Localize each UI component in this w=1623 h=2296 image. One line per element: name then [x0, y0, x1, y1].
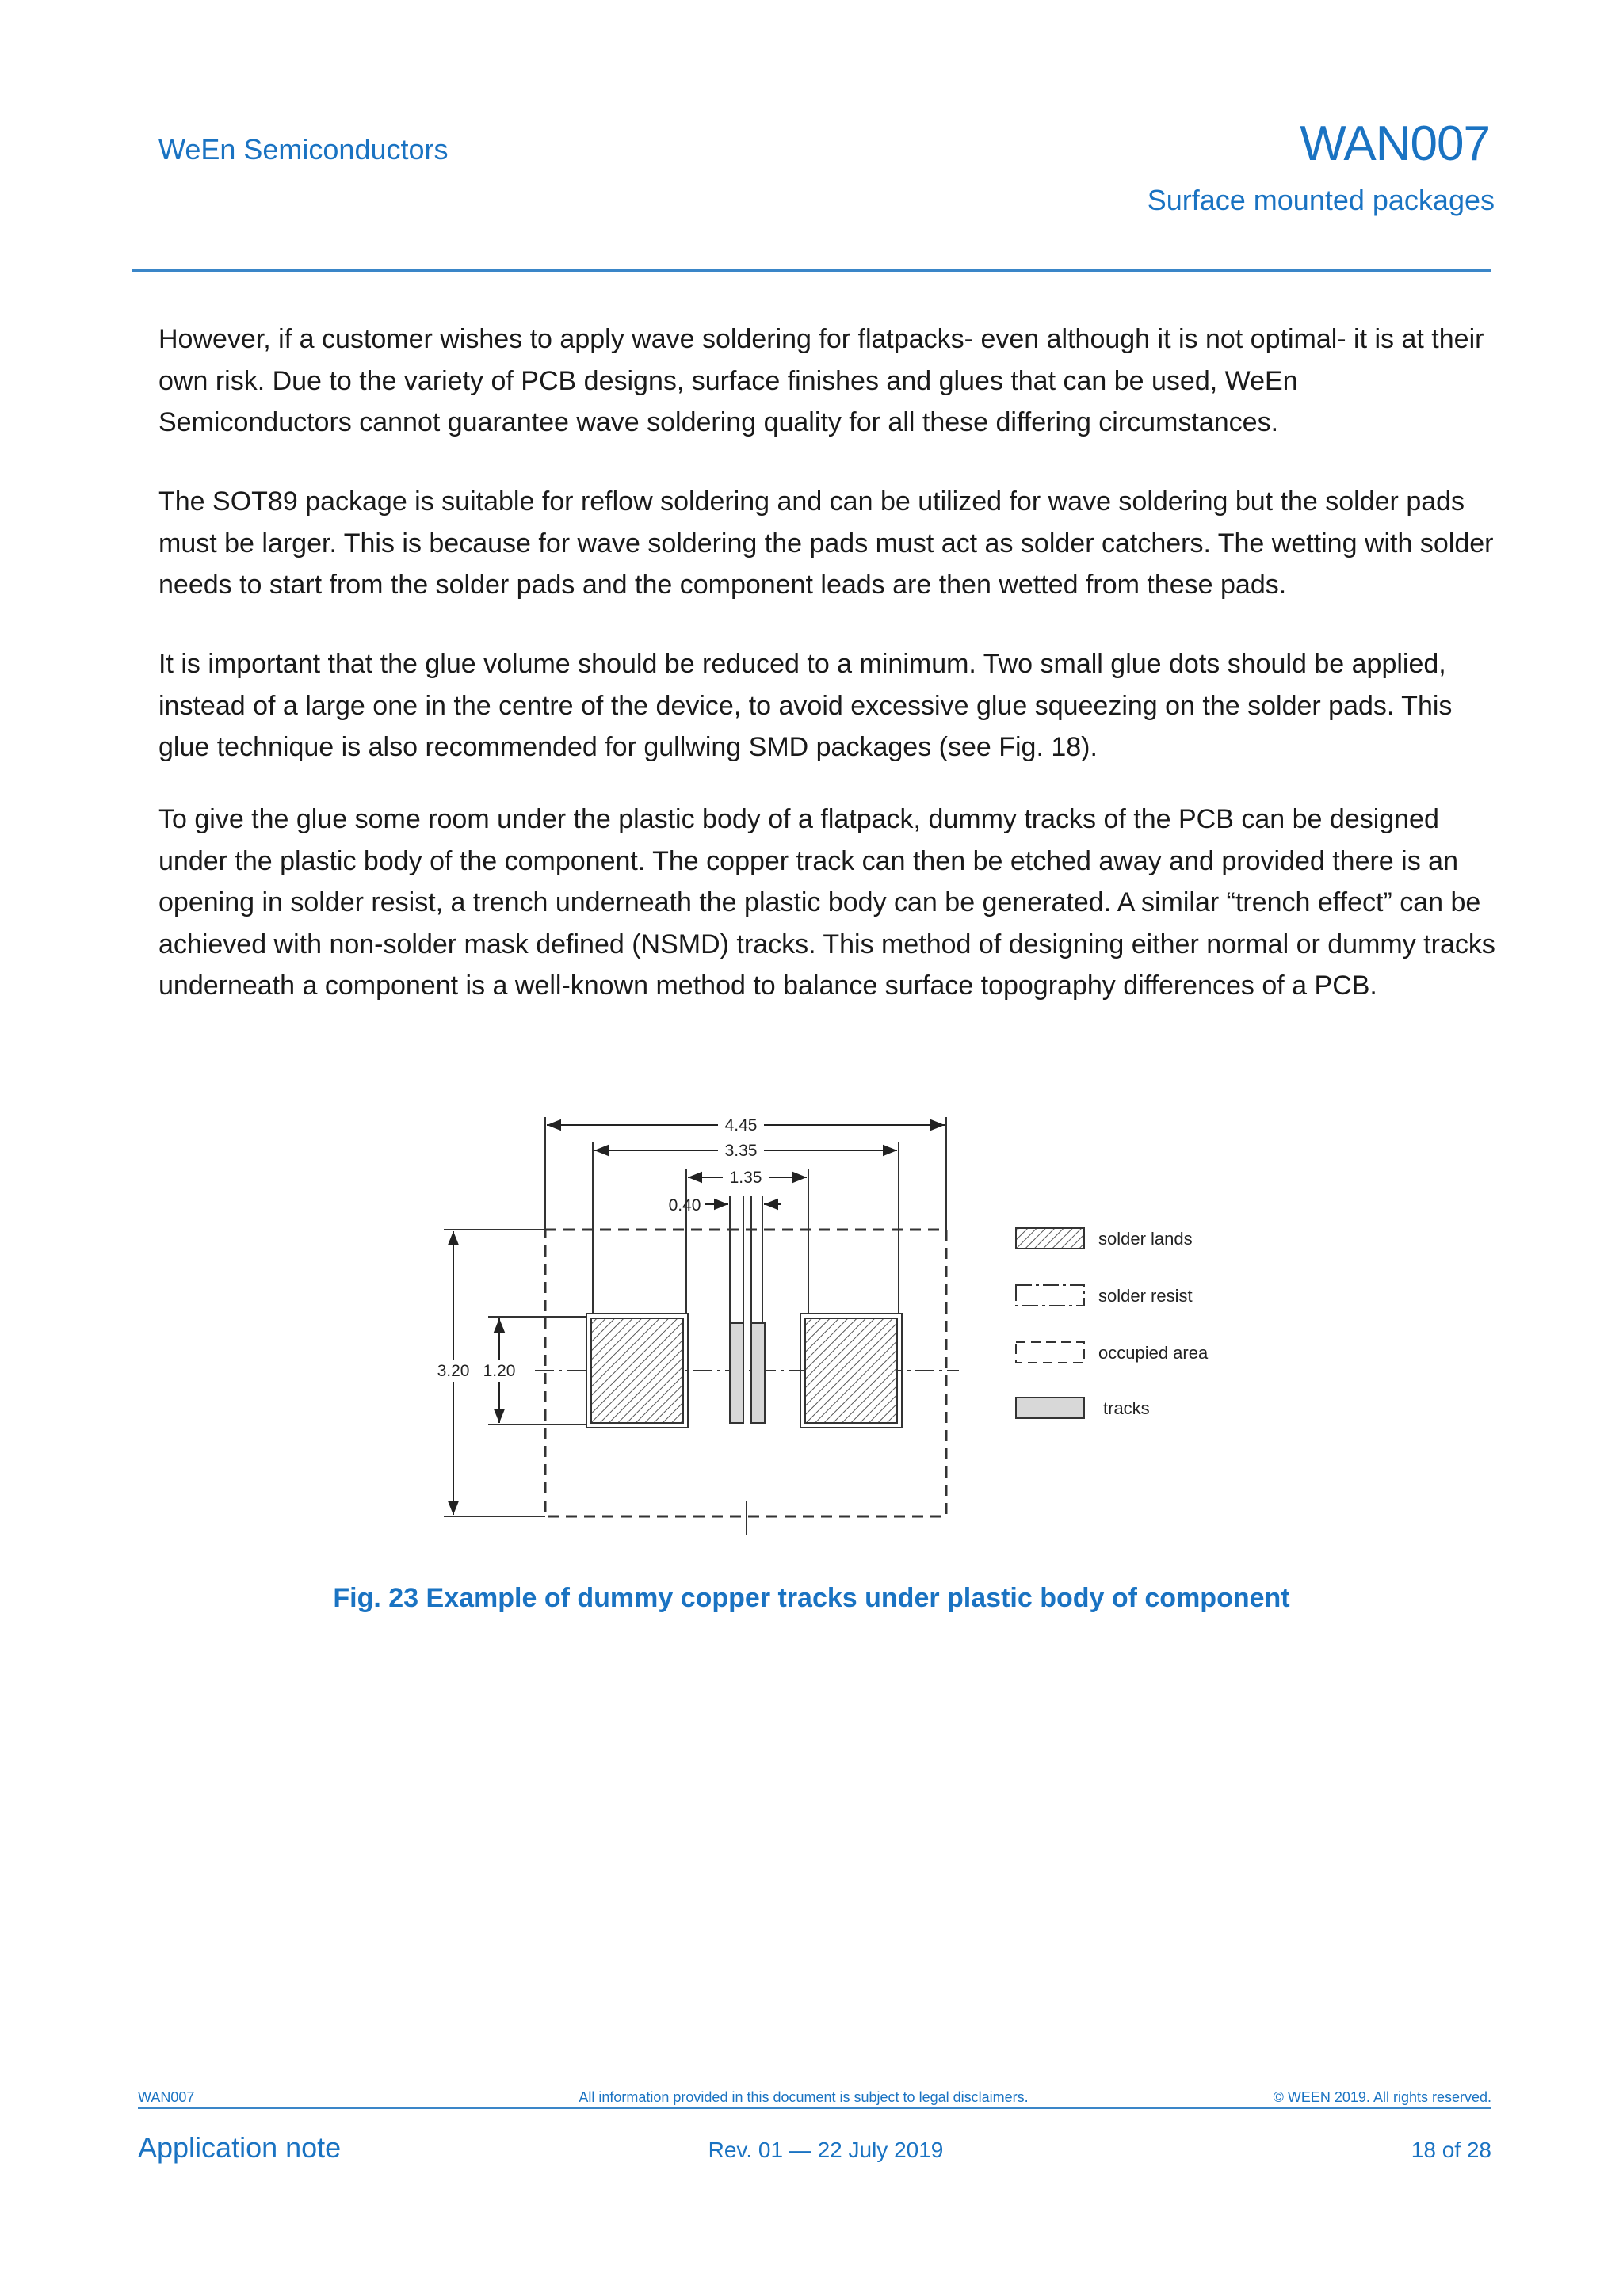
footer-page-number: 18 of 28: [1411, 2138, 1491, 2162]
dimension-445-label: 4.45: [724, 1116, 758, 1135]
dimension-120-label: 1.20: [483, 1362, 516, 1380]
track-left: [730, 1323, 743, 1423]
footer-copyright: © WEEN 2019. All rights reserved.: [1273, 2089, 1491, 2105]
legend-label-tracks: tracks: [1103, 1398, 1150, 1418]
paragraph-wave-soldering-risk: However, if a customer wishes to apply wave soldering for flatpacks- even although it is not optimal- it is at their own risk. Due to the variety of PCB designs, surface finishes and glues that can be used, WeEn Semiconductors cannot guarantee wave soldering quality for all these differing circumstances.: [158, 324, 1484, 437]
dash-dot-box-icon: [1016, 1285, 1084, 1306]
legend: [1016, 1228, 1209, 1418]
footer-disclaimer-link[interactable]: All information provided in this document is subject to legal disclaimers.: [579, 2089, 1029, 2105]
legend-label-solder-lands: solder lands: [1098, 1229, 1193, 1249]
dimension-040-label: 0.40: [668, 1196, 701, 1215]
document-id: WAN007: [1300, 116, 1490, 171]
solder-land-left: [591, 1318, 683, 1423]
dimension-320-label: 3.20: [437, 1362, 470, 1380]
gray-box-icon: [1016, 1398, 1084, 1418]
legend-label-solder-resist: solder resist: [1098, 1286, 1193, 1306]
dummy-tracks-diagram: [428, 1101, 1252, 1537]
footer-divider: [138, 2107, 1491, 2109]
dashed-box-icon: [1016, 1342, 1084, 1363]
dimension-135-label: 1.35: [729, 1169, 762, 1187]
header-divider: [132, 269, 1491, 272]
company-name: WeEn Semiconductors: [158, 133, 449, 166]
footer-document-type: Application note: [138, 2131, 342, 2164]
paragraph-dummy-tracks: To give the glue some room under the plastic body of a flatpack, dummy tracks of the PCB can be designed under the plastic body of the component. The copper track can then be etched away and provided there is an opening in solder resist, a trench underneath the plastic body can be generated. A similar “trench effect” can be achieved with non-solder mask defined (NSMD) tracks. This method of designing either normal or dummy tracks underneath a component is a well-known method to balance surface topography differences of a PCB.: [158, 804, 1495, 1001]
dimension-335-label: 3.35: [724, 1142, 758, 1160]
track-right: [751, 1323, 765, 1423]
footer-revision: Rev. 01 — 22 July 2019: [708, 2138, 944, 2162]
document-subtitle: Surface mounted packages: [1147, 184, 1495, 216]
paragraph-glue-volume: It is important that the glue volume should be reduced to a minimum. Two small glue dots should be applied, instead of a large one in the centre of the device, to avoid excessive glue squeezing on the solder pads. This glue technique is also recommended for gullwing SMD packages (see Fig. 18).: [158, 649, 1453, 762]
legend-label-occupied-area: occupied area: [1098, 1343, 1209, 1363]
paragraph-sot89: The SOT89 package is suitable for reflow soldering and can be utilized for wave soldering but the solder pads must be larger. This is because for wave soldering the pads must act as solder catchers. The wetting with solder needs to start from the solder pads and the component leads are then wetted from these pads.: [158, 486, 1494, 600]
solder-land-right: [805, 1318, 897, 1423]
figure-caption: Fig. 23 Example of dummy copper tracks under plastic body of component: [333, 1583, 1290, 1613]
footer-document-id: WAN007: [138, 2089, 195, 2105]
hatched-box-icon: [1016, 1228, 1084, 1249]
